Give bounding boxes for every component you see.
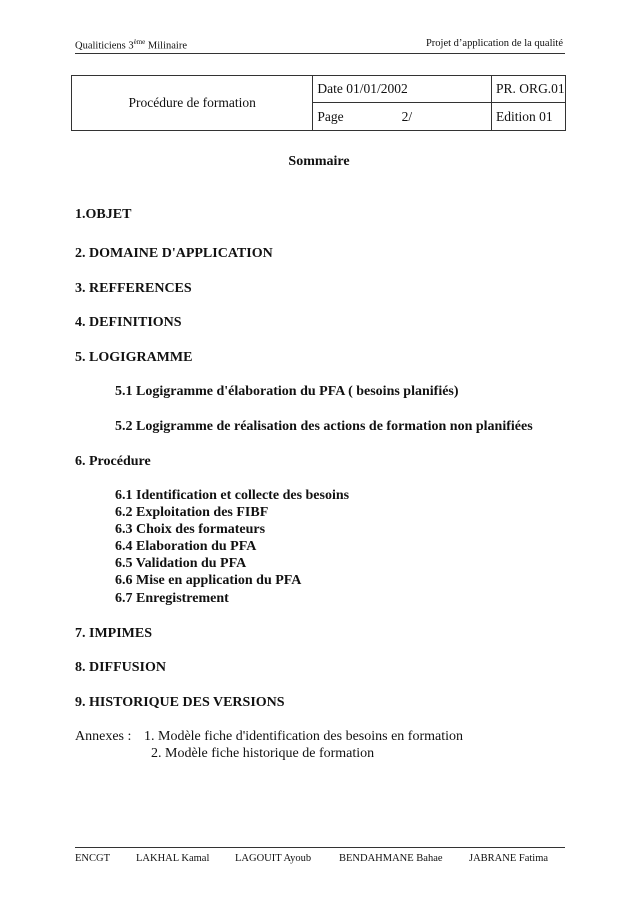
- toc-procedure-item: 6.6 Mise en application du PFA: [115, 573, 302, 588]
- footer-author: BENDAHMANE Bahae: [339, 853, 443, 864]
- toc-procedure-item: 6.7 Enregistrement: [115, 591, 229, 606]
- toc-historique: 9. HISTORIQUE DES VERSIONS: [75, 695, 285, 710]
- toc-impimes: 7. IMPIMES: [75, 626, 152, 641]
- toc-procedure-item: 6.2 Exploitation des FIBF: [115, 505, 269, 520]
- date-cell: Date 01/01/2002: [313, 76, 492, 103]
- footer-author: JABRANE Fatima: [469, 853, 549, 864]
- header-right: Projet d’application de la qualité: [425, 38, 563, 49]
- toc-logigramme-5-2: 5.2 Logigramme de réalisation des actions de formation non planifiées: [115, 419, 533, 434]
- page-label: Page: [317, 108, 344, 124]
- toc-procedure: 6. Procédure: [75, 454, 151, 469]
- toc-logigramme: 5. LOGIGRAMME: [75, 350, 193, 365]
- toc-procedure-item: 6.4 Elaboration du PFA: [115, 539, 257, 554]
- procedure-title: Procédure de formation: [72, 76, 313, 131]
- reference-cell: PR. ORG.01: [492, 76, 566, 103]
- header-left-suffix: Milinaire: [145, 40, 187, 52]
- annex-item-2: 2. Modèle fiche historique de formation: [151, 746, 375, 761]
- toc-procedure-item: 6.3 Choix des formateurs: [115, 522, 266, 537]
- footer-author: LAGOUIT Ayoub: [235, 853, 312, 864]
- footer-school: ENCGT: [75, 853, 110, 864]
- annex-item-1: 1. Modèle fiche d'identification des besoins en formation: [144, 729, 463, 744]
- toc-domaine: 2. DOMAINE D'APPLICATION: [75, 246, 273, 261]
- toc-diffusion: 8. DIFFUSION: [75, 660, 167, 675]
- footer-divider: [75, 847, 565, 848]
- toc-objet: 1.OBJET: [75, 207, 132, 222]
- document-info-table: [71, 75, 566, 131]
- page-cell: [313, 103, 492, 131]
- header-divider: [75, 53, 565, 54]
- annexes-label: Annexes :: [75, 729, 132, 744]
- toc-definitions: 4. DEFINITIONS: [75, 315, 182, 330]
- header-left-prefix: Qualiticiens 3: [75, 40, 134, 52]
- header-left-sup: ème: [133, 38, 146, 46]
- footer-author: LAKHAL Kamal: [136, 853, 210, 864]
- toc-procedure-item: 6.5 Validation du PFA: [115, 556, 247, 571]
- page-number: 2/: [401, 108, 413, 124]
- toc-logigramme-5-1: 5.1 Logigramme d'élaboration du PFA ( besoins planifiés): [115, 384, 459, 399]
- sommaire-title: Sommaire: [288, 154, 350, 169]
- edition-cell: Edition 01: [492, 103, 566, 131]
- toc-procedure-item: 6.1 Identification et collecte des besoins: [115, 488, 350, 503]
- header-left: [75, 38, 187, 52]
- toc-references: 3. REFFERENCES: [75, 281, 192, 296]
